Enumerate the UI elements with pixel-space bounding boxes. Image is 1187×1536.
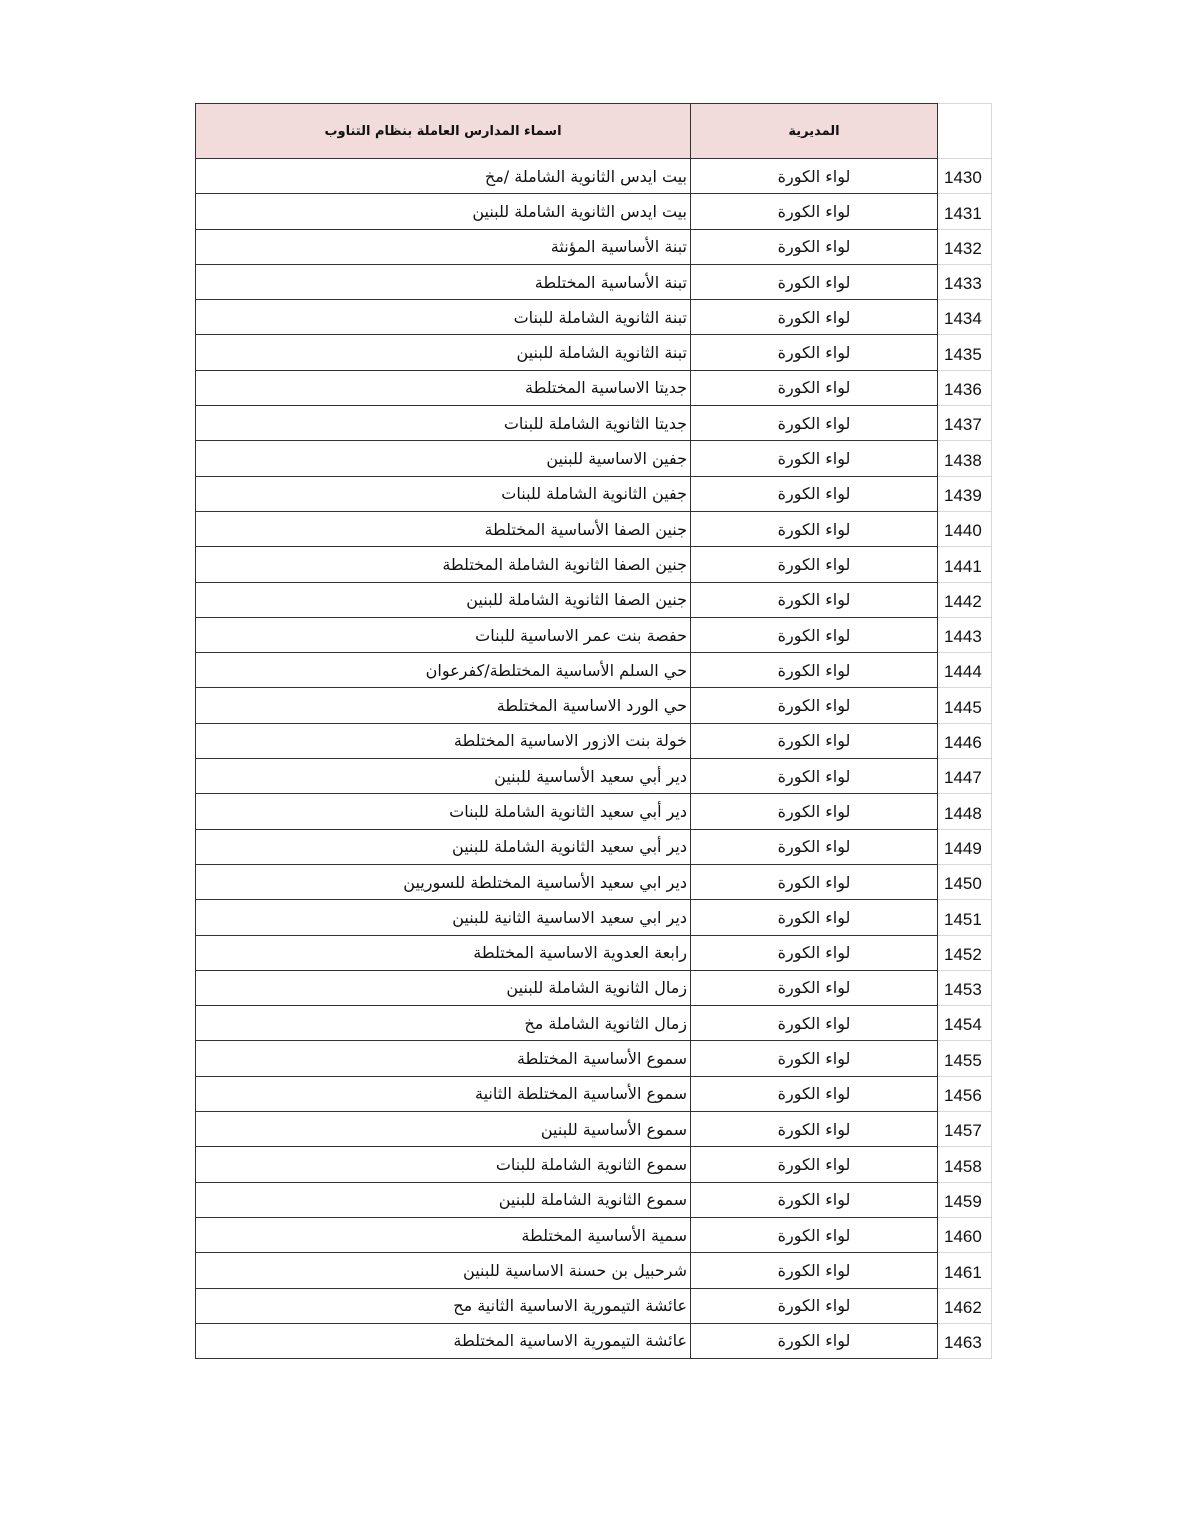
- school-name-cell: زمال الثانوية الشاملة للبنين: [196, 970, 691, 1005]
- directorate-cell: لواء الكورة: [691, 1288, 938, 1323]
- table-row: [196, 476, 992, 511]
- row-index-cell: 1436: [938, 370, 992, 405]
- school-name-cell: بيت ايدس الثانوية الشاملة للبنين: [196, 194, 691, 229]
- directorate-cell: لواء الكورة: [691, 547, 938, 582]
- school-name-cell: تبنة الثانوية الشاملة للبنات: [196, 300, 691, 335]
- school-name-cell: شرحبيل بن حسنة الاساسية للبنين: [196, 1253, 691, 1288]
- school-name-cell: جنين الصفا الأساسية المختلطة: [196, 511, 691, 546]
- row-index-cell: 1443: [938, 617, 992, 652]
- table-row: [196, 1112, 992, 1147]
- school-name-cell: دير ابي سعيد الاساسية الثانية للبنين: [196, 900, 691, 935]
- table-row: [196, 1253, 992, 1288]
- header-school-names: اسماء المدارس العاملة بنظام التناوب: [196, 104, 691, 159]
- school-name-cell: دير أبي سعيد الثانوية الشاملة للبنين: [196, 829, 691, 864]
- row-index-cell: 1439: [938, 476, 992, 511]
- table-row: [196, 547, 992, 582]
- schools-rotation-table: [195, 103, 992, 1359]
- table-row: [196, 159, 992, 194]
- table-row: [196, 759, 992, 794]
- row-index-cell: 1456: [938, 1076, 992, 1111]
- row-index-cell: 1438: [938, 441, 992, 476]
- table-row: [196, 194, 992, 229]
- directorate-cell: لواء الكورة: [691, 723, 938, 758]
- directorate-cell: لواء الكورة: [691, 1147, 938, 1182]
- directorate-cell: لواء الكورة: [691, 370, 938, 405]
- directorate-cell: لواء الكورة: [691, 1182, 938, 1217]
- school-name-cell: دير ابي سعيد الأساسية المختلطة للسوريين: [196, 864, 691, 899]
- row-index-cell: 1446: [938, 723, 992, 758]
- header-directorate: المديرية: [691, 104, 938, 159]
- schools-table-container: [195, 103, 991, 1359]
- directorate-cell: لواء الكورة: [691, 617, 938, 652]
- row-index-cell: 1442: [938, 582, 992, 617]
- table-row: [196, 511, 992, 546]
- directorate-cell: لواء الكورة: [691, 300, 938, 335]
- table-row: [196, 723, 992, 758]
- table-row: [196, 864, 992, 899]
- table-row: [196, 1323, 992, 1358]
- row-index-cell: 1460: [938, 1217, 992, 1252]
- table-row: [196, 794, 992, 829]
- table-row: [196, 1288, 992, 1323]
- directorate-cell: لواء الكورة: [691, 582, 938, 617]
- row-index-cell: 1457: [938, 1112, 992, 1147]
- school-name-cell: رابعة العدوية الاساسية المختلطة: [196, 935, 691, 970]
- table-row: [196, 688, 992, 723]
- row-index-cell: 1431: [938, 194, 992, 229]
- school-name-cell: عائشة التيمورية الاساسية الثانية مح: [196, 1288, 691, 1323]
- school-name-cell: جنين الصفا الثانوية الشاملة للبنين: [196, 582, 691, 617]
- row-index-cell: 1432: [938, 229, 992, 264]
- table-row: [196, 935, 992, 970]
- table-row: [196, 617, 992, 652]
- table-row: [196, 1006, 992, 1041]
- table-row: [196, 900, 992, 935]
- table-row: [196, 335, 992, 370]
- directorate-cell: لواء الكورة: [691, 794, 938, 829]
- school-name-cell: حي السلم الأساسية المختلطة/كفرعوان: [196, 653, 691, 688]
- row-index-cell: 1455: [938, 1041, 992, 1076]
- table-row: [196, 300, 992, 335]
- school-name-cell: خولة بنت الازور الاساسية المختلطة: [196, 723, 691, 758]
- school-name-cell: حفصة بنت عمر الاساسية للبنات: [196, 617, 691, 652]
- directorate-cell: لواء الكورة: [691, 900, 938, 935]
- table-row: [196, 582, 992, 617]
- directorate-cell: لواء الكورة: [691, 864, 938, 899]
- row-index-cell: 1449: [938, 829, 992, 864]
- table-header-row: [196, 104, 992, 159]
- school-name-cell: تبنة الأساسية المؤنثة: [196, 229, 691, 264]
- table-row: [196, 441, 992, 476]
- row-index-cell: 1453: [938, 970, 992, 1005]
- row-index-cell: 1441: [938, 547, 992, 582]
- row-index-cell: 1459: [938, 1182, 992, 1217]
- table-row: [196, 1147, 992, 1182]
- school-name-cell: جديتا الاساسية المختلطة: [196, 370, 691, 405]
- row-index-cell: 1437: [938, 406, 992, 441]
- directorate-cell: لواء الكورة: [691, 1076, 938, 1111]
- school-name-cell: سموع الأساسية المختلطة: [196, 1041, 691, 1076]
- directorate-cell: لواء الكورة: [691, 511, 938, 546]
- row-index-cell: 1461: [938, 1253, 992, 1288]
- table-row: [196, 1182, 992, 1217]
- school-name-cell: عائشة التيمورية الاساسية المختلطة: [196, 1323, 691, 1358]
- directorate-cell: لواء الكورة: [691, 1253, 938, 1288]
- row-index-cell: 1463: [938, 1323, 992, 1358]
- school-name-cell: تبنة الثانوية الشاملة للبنين: [196, 335, 691, 370]
- school-name-cell: جنين الصفا الثانوية الشاملة المختلطة: [196, 547, 691, 582]
- row-index-cell: 1440: [938, 511, 992, 546]
- school-name-cell: سموع الثانوية الشاملة للبنين: [196, 1182, 691, 1217]
- row-index-cell: 1447: [938, 759, 992, 794]
- row-index-cell: 1434: [938, 300, 992, 335]
- row-index-cell: 1435: [938, 335, 992, 370]
- school-name-cell: حي الورد الاساسية المختلطة: [196, 688, 691, 723]
- directorate-cell: لواء الكورة: [691, 335, 938, 370]
- row-index-cell: 1445: [938, 688, 992, 723]
- directorate-cell: لواء الكورة: [691, 1041, 938, 1076]
- table-row: [196, 1041, 992, 1076]
- directorate-cell: لواء الكورة: [691, 970, 938, 1005]
- row-index-cell: 1430: [938, 159, 992, 194]
- table-row: [196, 1217, 992, 1252]
- row-index-cell: 1458: [938, 1147, 992, 1182]
- school-name-cell: بيت ايدس الثانوية الشاملة /مخ: [196, 159, 691, 194]
- row-index-cell: 1448: [938, 794, 992, 829]
- row-index-cell: 1462: [938, 1288, 992, 1323]
- directorate-cell: لواء الكورة: [691, 159, 938, 194]
- row-index-cell: 1444: [938, 653, 992, 688]
- directorate-cell: لواء الكورة: [691, 759, 938, 794]
- header-index: [938, 104, 992, 159]
- table-row: [196, 229, 992, 264]
- directorate-cell: لواء الكورة: [691, 406, 938, 441]
- table-row: [196, 264, 992, 299]
- directorate-cell: لواء الكورة: [691, 476, 938, 511]
- school-name-cell: جفين الثانوية الشاملة للبنات: [196, 476, 691, 511]
- table-row: [196, 653, 992, 688]
- school-name-cell: سموع الأساسية للبنين: [196, 1112, 691, 1147]
- table-row: [196, 1076, 992, 1111]
- row-index-cell: 1451: [938, 900, 992, 935]
- directorate-cell: لواء الكورة: [691, 264, 938, 299]
- table-row: [196, 829, 992, 864]
- row-index-cell: 1452: [938, 935, 992, 970]
- table-row: [196, 970, 992, 1005]
- school-name-cell: جديتا الثانوية الشاملة للبنات: [196, 406, 691, 441]
- table-row: [196, 370, 992, 405]
- directorate-cell: لواء الكورة: [691, 688, 938, 723]
- directorate-cell: لواء الكورة: [691, 229, 938, 264]
- table-row: [196, 406, 992, 441]
- directorate-cell: لواء الكورة: [691, 1112, 938, 1147]
- school-name-cell: دير أبي سعيد الأساسية للبنين: [196, 759, 691, 794]
- directorate-cell: لواء الكورة: [691, 653, 938, 688]
- row-index-cell: 1433: [938, 264, 992, 299]
- directorate-cell: لواء الكورة: [691, 1323, 938, 1358]
- school-name-cell: زمال الثانوية الشاملة مخ: [196, 1006, 691, 1041]
- directorate-cell: لواء الكورة: [691, 1217, 938, 1252]
- row-index-cell: 1454: [938, 1006, 992, 1041]
- directorate-cell: لواء الكورة: [691, 1006, 938, 1041]
- table-body: [196, 159, 992, 1359]
- school-name-cell: جفين الاساسية للبنين: [196, 441, 691, 476]
- school-name-cell: تبنة الأساسية المختلطة: [196, 264, 691, 299]
- school-name-cell: سموع الثانوية الشاملة للبنات: [196, 1147, 691, 1182]
- school-name-cell: سموع الأساسية المختلطة الثانية: [196, 1076, 691, 1111]
- directorate-cell: لواء الكورة: [691, 829, 938, 864]
- directorate-cell: لواء الكورة: [691, 935, 938, 970]
- school-name-cell: دير أبي سعيد الثانوية الشاملة للبنات: [196, 794, 691, 829]
- row-index-cell: 1450: [938, 864, 992, 899]
- directorate-cell: لواء الكورة: [691, 194, 938, 229]
- school-name-cell: سمية الأساسية المختلطة: [196, 1217, 691, 1252]
- directorate-cell: لواء الكورة: [691, 441, 938, 476]
